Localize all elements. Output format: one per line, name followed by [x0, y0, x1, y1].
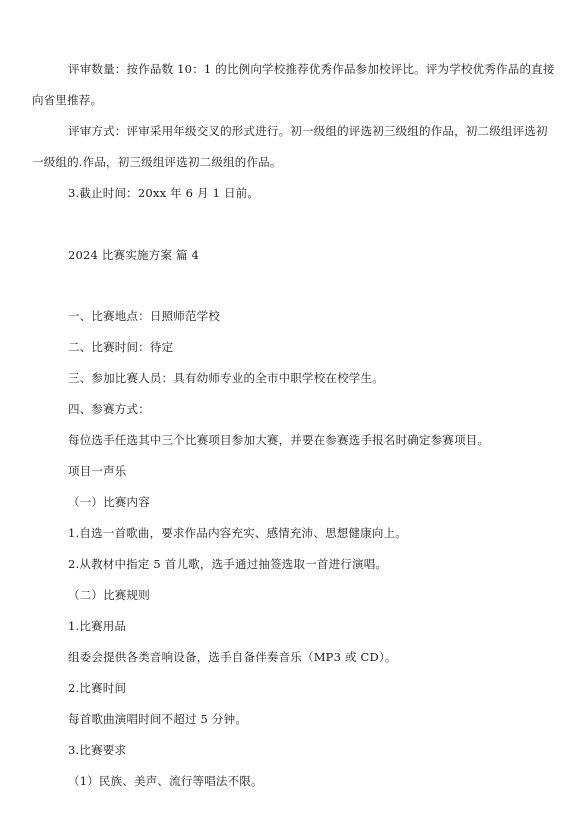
paragraph-line: 每位选手任选其中三个比赛项目参加大赛，并要在参赛选手报名时确定参赛项目。 [68, 433, 490, 447]
paragraph-line: 组委会提供各类音响设备，选手自备伴奏音乐（MP3 或 CD）。 [68, 650, 397, 664]
paragraph-line: 一、比赛地点：日照师范学校 [68, 309, 221, 323]
paragraph-line: 2.从教材中指定 5 首儿歌，选手通过抽签选取一首进行演唱。 [68, 557, 388, 571]
paragraph-line: 1.自选一首歌曲，要求作品内容充实、感情充沛、思想健康向上。 [68, 526, 407, 540]
paragraph-line: 每首歌曲演唱时间不超过 5 分钟。 [68, 712, 248, 726]
paragraph-line: （1）民族、美声、流行等唱法不限。 [68, 774, 263, 788]
paragraph-line: （一）比赛内容 [68, 495, 150, 509]
paragraph-line: 项目一声乐 [68, 464, 127, 478]
paragraph-line: 1.比赛用品 [68, 619, 127, 633]
paragraph-line: 评审方式：评审采用年级交叉的形式进行。初一级组的评选初三级组的作品，初二级组评选初 [68, 124, 548, 138]
paragraph-line: 3.比赛要求 [68, 743, 127, 757]
paragraph-line: 三、参加比赛人员：具有幼师专业的全市中职学校在校学生。 [68, 371, 384, 385]
paragraph-line: 四、参赛方式： [68, 402, 150, 416]
paragraph-line: 3.截止时间：20xx 年 6 月 1 日前。 [68, 186, 260, 200]
paragraph-line: 二、比赛时间：待定 [68, 340, 174, 354]
paragraph-line: 2.比赛时间 [68, 681, 127, 695]
paragraph-line: 向省里推荐。 [32, 93, 103, 107]
section-heading: 2024 比赛实施方案 篇 4 [68, 248, 200, 262]
paragraph-line: 评审数量：按作品数 10：1 的比例向学校推荐优秀作品参加校评比。评为学校优秀作品的直接 [68, 62, 555, 76]
paragraph-line: 一级组的.作品，初三级组评选初二级组的作品。 [32, 155, 282, 169]
paragraph-line: （二）比赛规则 [68, 588, 150, 602]
